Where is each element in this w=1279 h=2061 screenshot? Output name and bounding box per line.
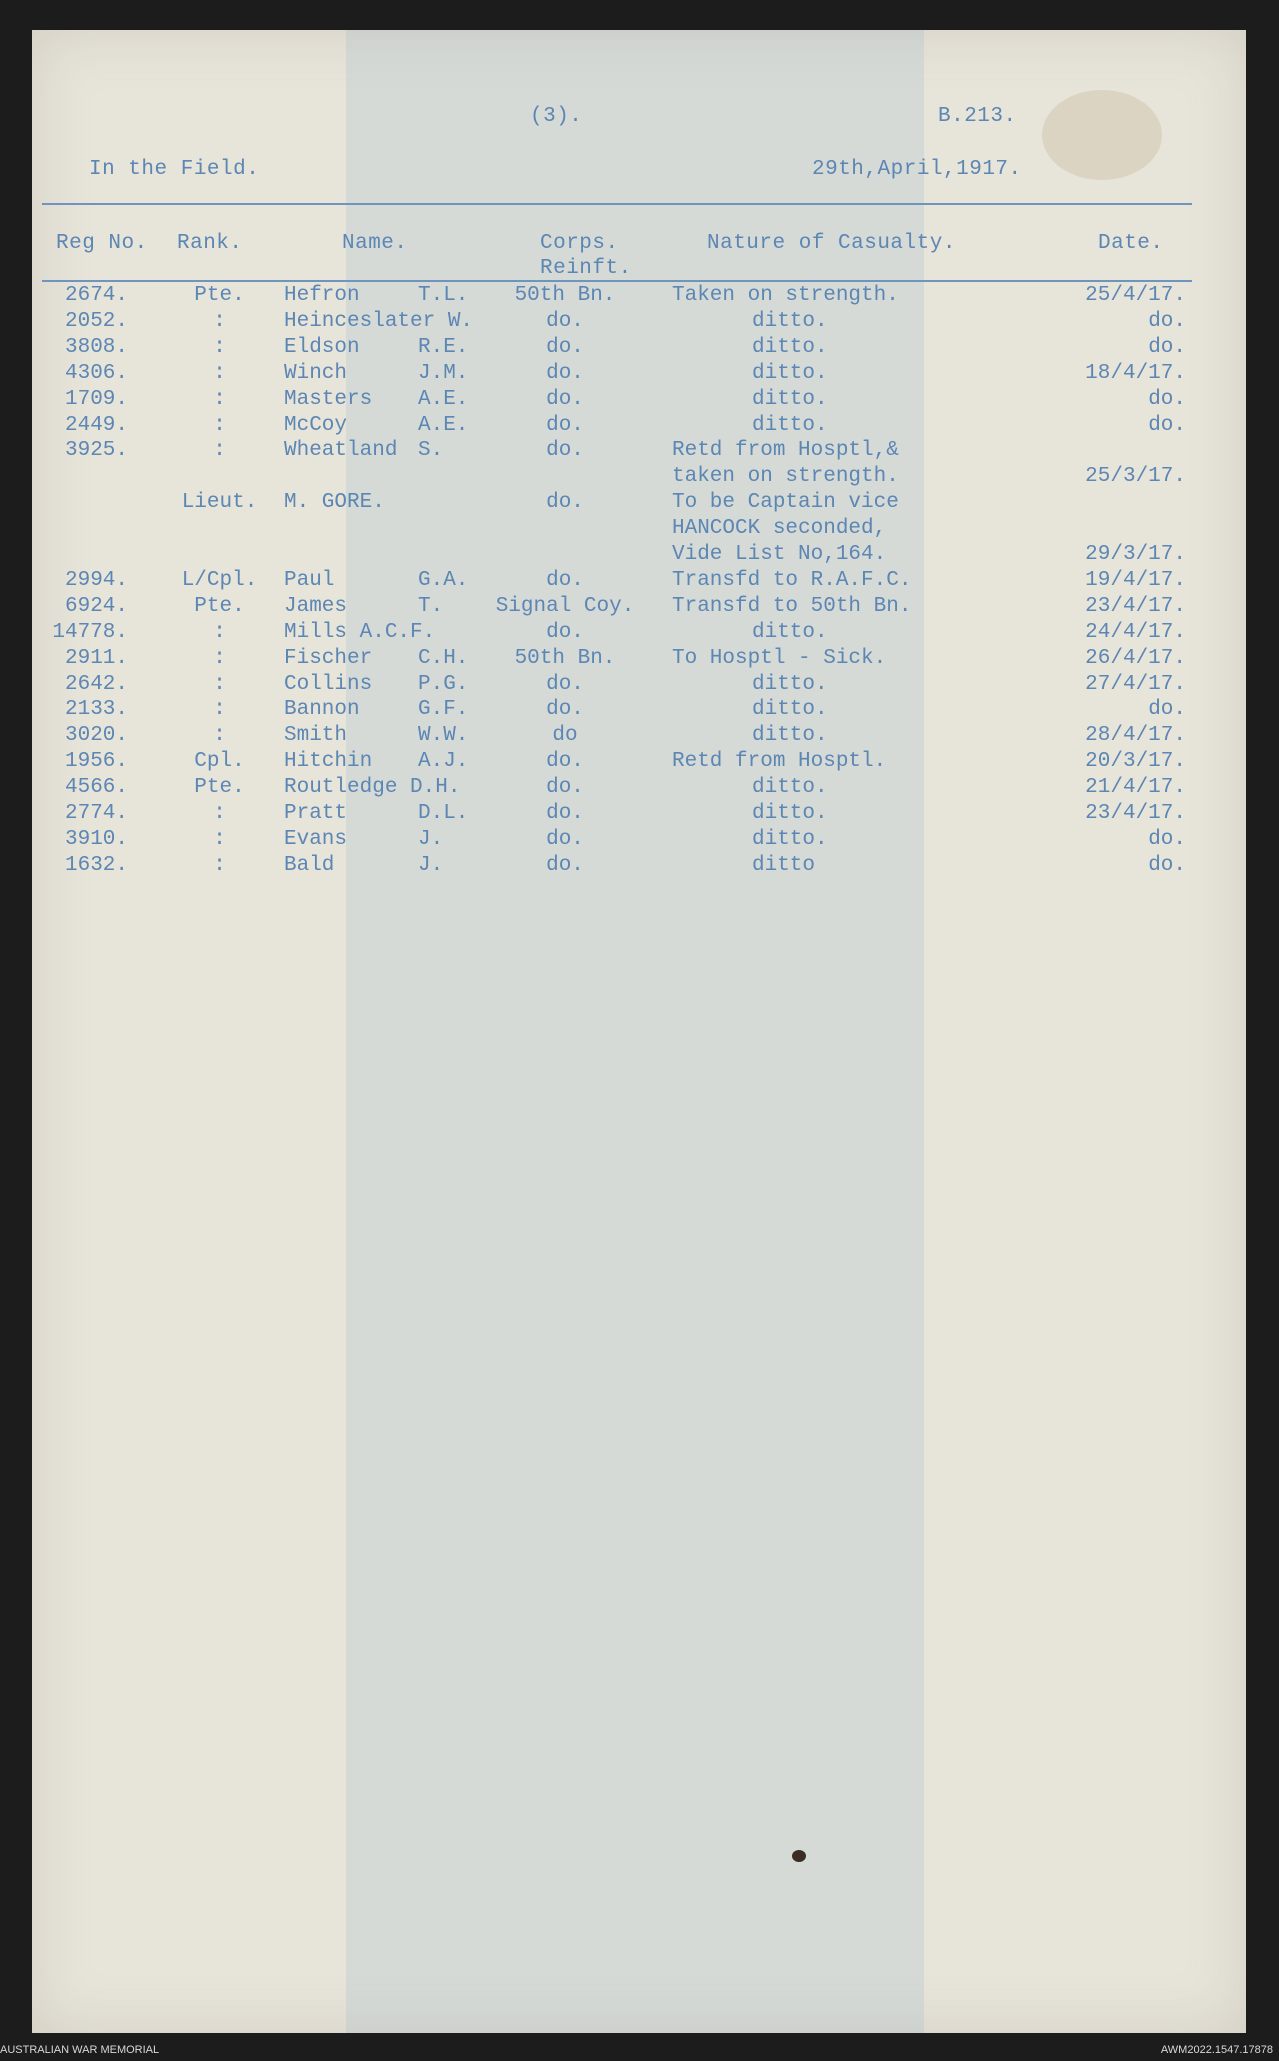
casualty-nature: ditto. xyxy=(752,724,828,748)
name: Bannon xyxy=(284,698,360,722)
casualty-date: 19/4/17. xyxy=(1085,568,1186,592)
initials: A.E. xyxy=(418,387,469,411)
initials: C.H. xyxy=(418,646,469,670)
corps: do. xyxy=(546,672,584,696)
corps: do. xyxy=(546,491,584,515)
name: Heinceslater W. xyxy=(284,309,474,333)
rank: Cpl. xyxy=(194,750,245,774)
col-corps-reinft: Reinft. xyxy=(540,257,632,280)
name: Smith xyxy=(284,724,348,748)
table-row xyxy=(32,673,1246,699)
reg-number: 1956. xyxy=(64,750,128,774)
rank: : xyxy=(213,853,226,877)
casualty-date: do. xyxy=(1148,335,1186,359)
casualty-nature: Vide List No,164. xyxy=(672,543,887,566)
col-date: Date. xyxy=(1098,232,1164,255)
col-corps: Corps. xyxy=(540,232,619,255)
table-row xyxy=(32,802,1246,828)
name: Eldson xyxy=(284,335,360,359)
casualty-date: 25/3/17. xyxy=(1085,465,1186,489)
initials: G.F. xyxy=(418,698,469,722)
rank: : xyxy=(213,724,226,748)
name: McCoy xyxy=(284,413,348,437)
initials: J.M. xyxy=(418,361,469,385)
name: Masters xyxy=(284,387,373,411)
name: Fischer xyxy=(284,646,373,670)
table-row xyxy=(32,595,1246,621)
casualty-date: 28/4/17. xyxy=(1085,724,1186,748)
rank: Lieut. xyxy=(181,491,258,515)
reg-number: 14778. xyxy=(52,620,128,644)
casualty-nature: ditto. xyxy=(752,387,828,411)
initials: P.G. xyxy=(418,672,469,696)
table-row xyxy=(32,621,1246,647)
casualty-nature: taken on strength. xyxy=(672,465,899,489)
rank: Pte. xyxy=(194,776,245,800)
corps: do. xyxy=(546,361,584,385)
casualty-date: 25/4/17. xyxy=(1085,284,1186,307)
table-row xyxy=(32,336,1246,362)
footer-accession: AWM2022.1547.17878 xyxy=(1160,2044,1273,2056)
reg-number: 2052. xyxy=(64,309,128,333)
casualty-date: do. xyxy=(1148,698,1186,722)
initials: G.A. xyxy=(418,568,469,592)
casualty-nature: To be Captain vice xyxy=(672,491,899,515)
rank: : xyxy=(213,620,226,644)
table-row xyxy=(32,517,1246,543)
rank: : xyxy=(213,439,226,463)
rank: Pte. xyxy=(194,594,245,618)
name: Wheatland xyxy=(284,439,398,463)
reg-number: 2774. xyxy=(64,802,128,825)
initials: R.E. xyxy=(418,335,469,359)
reg-number: 2994. xyxy=(64,568,128,592)
corps: do. xyxy=(546,698,584,722)
rank: : xyxy=(213,413,226,437)
name: Winch xyxy=(284,361,348,385)
table-row xyxy=(32,310,1246,336)
col-reg-no: Reg No. xyxy=(56,232,148,255)
casualty-date: do. xyxy=(1148,827,1186,851)
table-row xyxy=(32,414,1246,440)
paper-hole xyxy=(792,1850,806,1862)
casualty-nature: ditto xyxy=(752,853,816,877)
casualty-date: 29/3/17. xyxy=(1085,543,1186,566)
initials: T.L. xyxy=(418,284,469,307)
casualty-nature: ditto. xyxy=(752,698,828,722)
name: Routledge D.H. xyxy=(284,776,461,800)
corps: do. xyxy=(546,413,584,437)
page-number: (3). xyxy=(530,105,583,128)
reg-number: 1632. xyxy=(64,853,128,877)
casualty-nature: ditto. xyxy=(752,776,828,800)
rank: : xyxy=(213,802,226,825)
rank: : xyxy=(213,827,226,851)
table-row xyxy=(32,698,1246,724)
reg-number: 2642. xyxy=(64,672,128,696)
corps: do. xyxy=(546,750,584,774)
rank: : xyxy=(213,361,226,385)
table-row xyxy=(32,543,1246,569)
reg-number: 1709. xyxy=(64,387,128,411)
initials: A.E. xyxy=(418,413,469,437)
reg-number: 2911. xyxy=(64,646,128,670)
initials: S. xyxy=(418,439,444,463)
table-row xyxy=(32,569,1246,595)
casualty-nature: ditto. xyxy=(752,620,828,644)
table-row xyxy=(32,647,1246,673)
name: Hefron xyxy=(284,284,360,307)
casualty-date: 23/4/17. xyxy=(1085,802,1186,825)
name: Mills A.C.F. xyxy=(284,620,436,644)
initials: J. xyxy=(418,827,444,851)
casualty-nature: Retd from Hosptl. xyxy=(672,750,887,774)
reg-number: 2449. xyxy=(64,413,128,437)
reg-number: 4566. xyxy=(64,776,128,800)
rank: : xyxy=(213,335,226,359)
casualty-date: 23/4/17. xyxy=(1085,594,1186,618)
casualty-nature: To Hosptl - Sick. xyxy=(672,646,887,670)
casualty-date: 21/4/17. xyxy=(1085,776,1186,800)
initials: W.W. xyxy=(418,724,469,748)
casualty-date: 24/4/17. xyxy=(1085,620,1186,644)
reg-number: 2674. xyxy=(64,284,128,307)
corps: do. xyxy=(546,439,584,463)
document-page xyxy=(32,30,1246,2033)
top-rule xyxy=(42,203,1192,205)
header-rule xyxy=(42,280,1192,282)
name: Pratt xyxy=(284,802,348,825)
rank: : xyxy=(213,646,226,670)
casualty-date: do. xyxy=(1148,387,1186,411)
rank: Pte. xyxy=(194,284,245,307)
paper-stain xyxy=(1042,90,1162,180)
casualty-date: 26/4/17. xyxy=(1085,646,1186,670)
corps: do. xyxy=(546,853,584,877)
initials: T. xyxy=(418,594,444,618)
col-name: Name. xyxy=(342,232,408,255)
footer-credit: AUSTRALIAN WAR MEMORIAL xyxy=(0,2044,160,2056)
table-row xyxy=(32,750,1246,776)
name: Collins xyxy=(284,672,373,696)
place-line: In the Field. xyxy=(89,158,260,181)
col-nature: Nature of Casualty. xyxy=(707,232,956,255)
casualty-nature: Transfd to R.A.F.C. xyxy=(672,568,912,592)
rank: : xyxy=(213,698,226,722)
casualty-date: 18/4/17. xyxy=(1085,361,1186,385)
table-row xyxy=(32,465,1246,491)
table-row xyxy=(32,439,1246,465)
casualty-nature: ditto. xyxy=(752,413,828,437)
table-row xyxy=(32,362,1246,388)
name: Bald xyxy=(284,853,335,877)
casualty-date: 20/3/17. xyxy=(1085,750,1186,774)
corps: do xyxy=(552,724,578,748)
table-row xyxy=(32,776,1246,802)
col-rank: Rank. xyxy=(177,232,243,255)
corps: do. xyxy=(546,387,584,411)
reg-number: 3925. xyxy=(64,439,128,463)
name: Paul xyxy=(284,568,335,592)
name: James xyxy=(284,594,348,618)
rank: : xyxy=(213,387,226,411)
rank: : xyxy=(213,309,226,333)
table-row xyxy=(32,854,1246,880)
casualty-nature: Retd from Hosptl,& xyxy=(672,439,899,463)
casualty-date: 27/4/17. xyxy=(1085,672,1186,696)
table-row xyxy=(32,491,1246,517)
reg-number: 4306. xyxy=(64,361,128,385)
corps: 50th Bn. xyxy=(514,284,616,307)
casualty-date: do. xyxy=(1148,309,1186,333)
initials: D.L. xyxy=(418,802,469,825)
casualty-nature: HANCOCK seconded, xyxy=(672,517,887,541)
table-row xyxy=(32,284,1246,310)
casualty-date: do. xyxy=(1148,413,1186,437)
initials: J. xyxy=(418,853,444,877)
reg-number: 2133. xyxy=(64,698,128,722)
reg-number: 3808. xyxy=(64,335,128,359)
casualty-nature: Taken on strength. xyxy=(672,284,899,307)
casualty-nature: ditto. xyxy=(752,827,828,851)
corps: do. xyxy=(546,802,584,825)
corps: do. xyxy=(546,568,584,592)
name: Hitchin xyxy=(284,750,373,774)
reg-number: 3910. xyxy=(64,827,128,851)
name: Evans xyxy=(284,827,348,851)
casualty-nature: ditto. xyxy=(752,672,828,696)
casualty-nature: Transfd to 50th Bn. xyxy=(672,594,912,618)
name: M. GORE. xyxy=(284,491,385,515)
table-row xyxy=(32,828,1246,854)
casualty-nature: ditto. xyxy=(752,309,828,333)
casualty-nature: ditto. xyxy=(752,361,828,385)
reg-number: 3020. xyxy=(64,724,128,748)
table-row xyxy=(32,388,1246,414)
table-row xyxy=(32,724,1246,750)
corps: do. xyxy=(546,827,584,851)
casualty-date: do. xyxy=(1148,853,1186,877)
reg-number: 6924. xyxy=(64,594,128,618)
casualty-nature: ditto. xyxy=(752,802,828,825)
rank: L/Cpl. xyxy=(181,568,258,592)
corps: do. xyxy=(546,776,584,800)
initials: A.J. xyxy=(418,750,469,774)
corps: Signal Coy. xyxy=(495,594,635,618)
document-date: 29th,April,1917. xyxy=(812,158,1022,181)
rank: : xyxy=(213,672,226,696)
corps: do. xyxy=(546,335,584,359)
casualty-nature: ditto. xyxy=(752,335,828,359)
corps: do. xyxy=(546,309,584,333)
reference-number: B.213. xyxy=(938,105,1017,128)
corps: 50th Bn. xyxy=(514,646,616,670)
corps: do. xyxy=(546,620,584,644)
